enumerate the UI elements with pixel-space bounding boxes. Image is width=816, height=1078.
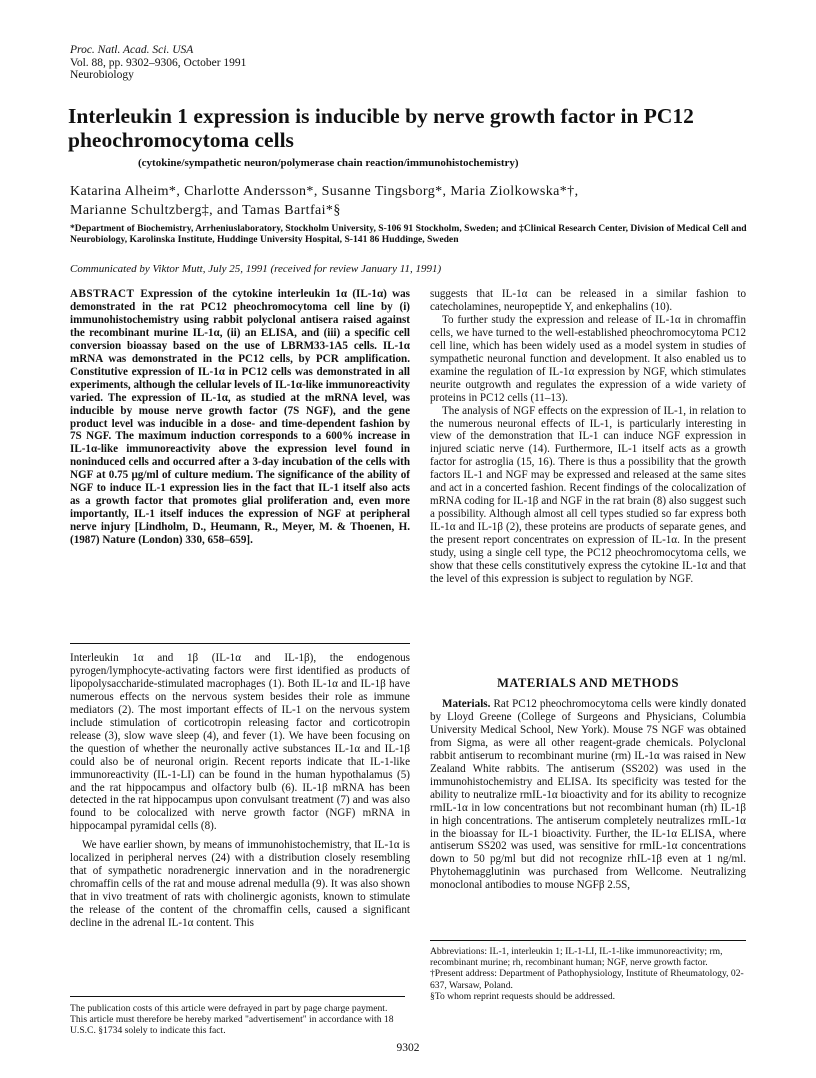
subsection-heading: Materials.	[442, 698, 491, 710]
journal-volume: Vol. 88, pp. 9302–9306, October 1991	[70, 56, 247, 69]
section-heading: MATERIALS AND METHODS	[497, 676, 679, 690]
paragraph: We have earlier shown, by means of immunohistochemistry, that IL-1α is localized in peripheral nerves (24) with a distribution closely resembling that of sympathetic noradrenergic innervation and in the noradrenergic chromaffin cells of the rat and mouse adrenal medulla (9). It was also shown that in vivo treatment of rats with cholinergic agonists, known to stimulate the release of the content of the chromaffin cells, caused a significant decline in the adrenal IL-1α content. This	[70, 839, 410, 930]
authors-line-2: Marianne Schultzberg‡, and Tamas Bartfai*§	[70, 203, 341, 218]
page-number: 9302	[396, 1042, 420, 1054]
materials-methods	[430, 698, 746, 892]
article-title: Interleukin 1 expression is inducible by nerve growth factor in PC12 pheochromocytoma cells	[68, 104, 694, 152]
affiliations: *Department of Biochemistry, Arrheniuslaboratory, Stockholm University, S-106 91 Stockholm, Sweden; and ‡Clinical Research Center, Division of Medical Cell and Neurobiology, Karolinska Institute, Huddinge University Hospital, S-141 86 Huddinge, Sweden	[70, 223, 747, 246]
journal-section: Neurobiology	[70, 69, 134, 81]
introduction-left	[70, 652, 410, 930]
abstract	[70, 288, 410, 547]
publication-cost-note: The publication costs of this article were defrayed in part by page charge payment. This article must therefore be hereby marked "advertisement" in accordance with 18 U.S.C. §1734 solely to indicate this fact.	[70, 1003, 394, 1037]
abstract-divider	[70, 643, 410, 644]
introduction-right	[430, 288, 746, 586]
paragraph: To further study the expression and release of IL-1α in chromaffin cells, we have turned to the well-established pheochromocytoma PC12 cell line, which has been widely used as a model system in studies of sympathetic neuronal function and development. It also enabled us to examine the regulation of IL-1α expression by NGF, which stimulates neurite outgrowth and regulates the expression of a wide variety of proteins in PC12 cells (11–13).	[430, 313, 746, 404]
methods-text: Rat PC12 pheochromocytoma cells were kindly donated by Lloyd Greene (College of Surgeons and Physicians, Columbia University Medical School, New York). Mouse 7S NGF was obtained from Sigma, as were all other reagent-grade chemicals. Polyclonal rabbit antiserum to recombinant murine (rm) IL-1α was raised in New Zealand White rabbits. The antiserum (SS202) was used in the immunohistochemistry and ELISA. Its specificity was tested for the ability to neutralize rmIL-1α bioactivity and for its ability to recognize rmIL-1α in low concentrations but not recombinant human (rh) IL-1β in high concentrations. The antiserum completely neutralizes rmIL-1α in the bioassay for IL-1 bioactivity. Further, the IL-1α ELISA, where antiserum SS202 was used, was sensitive for rmIL-1α concentrations down to 50 pg/ml but did not recognize rhIL-1β even at 1 ng/ml. Phytohemagglutinin was purchased from Wellcome. Neutralizing monoclonal antibodies to mouse NGFβ 2.5S,	[430, 698, 746, 892]
reprint-note: §To whom reprint requests should be addressed.	[430, 990, 616, 1002]
footnotes	[430, 946, 746, 1002]
communicated-by: Communicated by Viktor Mutt, July 25, 1991 (received for review January 11, 1991)	[70, 263, 442, 275]
abstract-label: ABSTRACT	[70, 288, 135, 300]
abstract-text: Expression of the cytokine interleukin 1α (IL-1α) was demonstrated in the rat PC12 pheochromocytoma cell line by (i) immunohistochemistry using rabbit polyclonal antisera raised against the recombinant murine IL-1α, (ii) an ELISA, and (iii) a specific cell conversion bioassay based on the use of LBRM33-1A5 cells. IL-1α mRNA was demonstrated in the PC12 cells, by PCR amplification. Constitutive expression of IL-1α in PC12 cells was demonstrated in all experiments, although the cellular levels of IL-1α-like immunoreactivity varied. The expression of IL-1α, as studied at the mRNA level, was inducible by mouse nerve growth factor (7S NGF), and the gene product level was inducible in a dose- and time-dependent fashion by 7S NGF. The maximum induction corresponds to a 600% increase in IL-1α-like immunoreactivity above the expression level found in noninduced cells and occurred after a 3-day incubation of the cells with NGF at 0.75 μg/ml of culture medium. The significance of the ability of NGF to induce IL-1 expression lies in the fact that IL-1 itself also acts as a growth factor that promotes glial proliferation and, even more importantly, IL-1 itself induces the expression of NGF at peripheral nerve injury [Lindholm, D., Heumann, R., Meyer, M. & Thoenen, H. (1987) Nature (London) 330, 658–659].	[70, 288, 410, 547]
present-address-note: †Present address: Department of Pathophysiology, Institute of Rheumatology, 02-637, Warsaw, Poland.	[430, 968, 744, 991]
paragraph: Interleukin 1α and 1β (IL-1α and IL-1β), the endogenous pyrogen/lymphocyte-activating factors were first identified as products of lipopolysaccharide-stimulated macrophages (1). Both IL-1α and IL-1β have numerous effects on the nervous system besides their role as immune mediators (2). The most important effects of IL-1 on the nervous system include stimulation of corticotropin releasing factor and corticotropin release (3), slow wave sleep (4), and fever (1). We have been focusing on the question of whether the neuronally active substances IL-1α and IL-1β could also be of neuronal origin. Recent reports indicate that IL-1-like immunoreactivity (IL-1-LI) can be found in the human hypothalamus (5) and the rat hippocampus and olfactory bulb (6). IL-1β mRNA has been detected in the rat hippocampus upon convulsant treatment (7) and was also found to be colocalized with nerve growth factor (NGF) mRNA in hippocampal pyramidal cells (8).	[70, 652, 410, 833]
paragraph: The analysis of NGF effects on the expression of IL-1, in relation to the numerous neuronal effects of IL-1, is particularly interesting in view of the demonstration that IL-1 can induce NGF expression in injured sciatic nerve (14). Furthermore, IL-1 itself acts as a growth factor for astroglia (15, 16). There is thus a possibility that the growth factors IL-1 and NGF may be expressed and released at the same sites and act in a concerted fashion. Recent findings of the colocalization of mRNA coding for IL-1β and NGF in the rat brain (8) also suggest such a possibility. Although almost all cell types studied so far express both IL-1α and IL-1β (2), these proteins are products of separate genes, and the present report concentrates on expression of IL-1α. In the present study, using a single cell type, the PC12 pheochromocytoma cells, we show that these cells constitutively express the cytokine IL-1α and that the level of this expression is subject to regulation by NGF.	[430, 404, 746, 585]
journal-name: Proc. Natl. Acad. Sci. USA	[70, 44, 194, 56]
footnote-divider-left	[70, 996, 405, 997]
paragraph: suggests that IL-1α can be released in a similar fashion to catecholamines, neuropeptide Y, and enkephalins (10).	[430, 288, 746, 313]
authors-line-1: Katarina Alheim*, Charlotte Andersson*, Susanne Tingsborg*, Maria Ziolkowska*†,	[70, 184, 579, 199]
journal-header	[70, 44, 246, 82]
footnote-divider-right	[430, 940, 746, 941]
abbreviations-note: Abbreviations: IL-1, interleukin 1; IL-1-LI, IL-1-like immunoreactivity; rm, recombinant murine; rh, recombinant human; NGF, nerve growth factor.	[430, 946, 723, 969]
author-list	[70, 182, 760, 220]
keywords: (cytokine/sympathetic neuron/polymerase chain reaction/immunohistochemistry)	[138, 157, 519, 169]
